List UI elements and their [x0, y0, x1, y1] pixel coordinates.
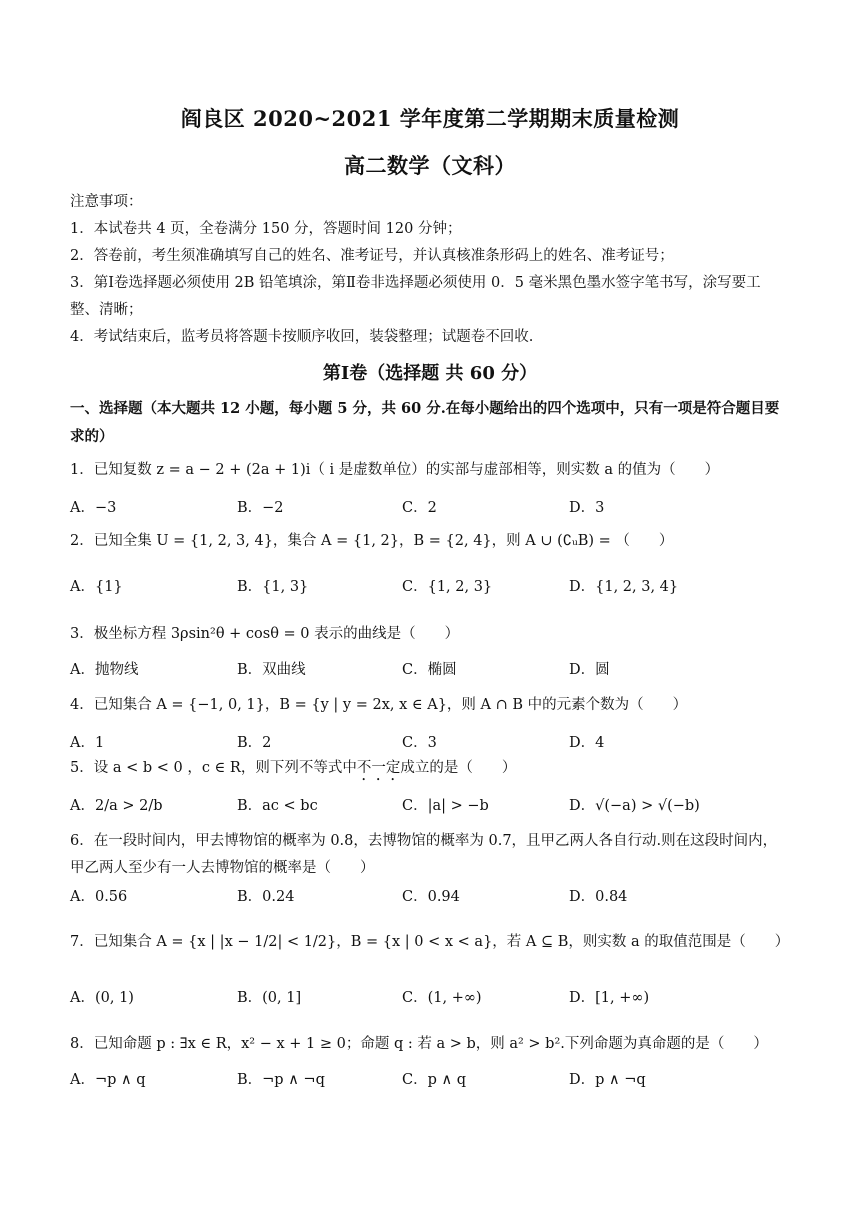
question-4-stem: 4．已知集合 A = {−1, 0, 1}，B = {y | y = 2x, x ∈ A}，则 A ∩ B 中的元素个数为（ ） [70, 697, 688, 713]
note-item-2: 2．答卷前，考生须准确填写自己的姓名、准考证号，并认真核准条形码上的姓名、准考证号； [70, 248, 674, 264]
q4-option-a: A．1 [70, 735, 105, 751]
question-2-stem: 2．已知全集 U = {1, 2, 3, 4}，集合 A = {1, 2}，B = {2, 4}，则 A ∪ (∁ᵤB) = （ ） [70, 533, 674, 549]
question-3-stem: 3．极坐标方程 3ρsin²θ + cosθ = 0 表示的曲线是（ ） [70, 626, 460, 642]
q7-option-b: B．(0, 1] [237, 990, 302, 1006]
question-5-stem [70, 756, 516, 784]
note-item-1: 1．本试卷共 4 页，全卷满分 150 分，答题时间 120 分钟； [70, 221, 462, 237]
q1-option-b: B．−2 [237, 500, 284, 516]
q3-option-b: B．双曲线 [237, 662, 306, 678]
q7-option-c: C．(1, +∞) [402, 990, 482, 1006]
q8-option-a: A．¬p ∧ q [70, 1072, 146, 1088]
question-1-stem: 1．已知复数 z = a − 2 + (2a + 1)i（ i 是虚数单位）的实部与虚部相等，则实数 a 的值为（ ） [70, 462, 720, 478]
question-8-stem: 8．已知命题 p : ∃x ∈ R，x² − x + 1 ≥ 0；命题 q : 若 a > b，则 a² > b².下列命题为真命题的是（ ） [70, 1036, 768, 1052]
section-instruction-cont: 求的） [70, 428, 114, 445]
q6-option-b: B．0.24 [237, 889, 295, 905]
exam-title: 阎良区 2020~2021 学年度第二学期期末质量检测 [180, 106, 680, 131]
q2-option-b: B．{1, 3} [237, 579, 309, 595]
q8-option-d: D．p ∧ ¬q [569, 1072, 646, 1088]
section-instruction: 一、选择题（本大题共 12 小题，每小题 5 分，共 60 分.在每小题给出的四个选项中，只有一项是符合题目要 [70, 400, 780, 417]
q2-option-c: C．{1, 2, 3} [402, 579, 493, 595]
q6-option-c: C．0.94 [402, 889, 460, 905]
q3-option-a: A．抛物线 [70, 662, 139, 678]
q7-option-a: A．(0, 1) [70, 990, 134, 1006]
note-item-3-cont: 整、清晰； [70, 302, 143, 318]
q2-option-a: A．{1} [70, 579, 123, 595]
q7-option-d: D．[1, +∞) [569, 990, 650, 1006]
question-7-stem: 7．已知集合 A = {x | |x − 1/2| < 1/2}，B = {x | 0 < x < a}，若 A ⊆ B，则实数 a 的取值范围是（ ） [70, 934, 790, 950]
q5-option-d: D．√(−a) > √(−b) [569, 798, 700, 814]
notes-heading: 注意事项： [70, 194, 143, 210]
q3-option-d: D．圆 [569, 662, 610, 678]
q1-option-d: D．3 [569, 500, 605, 516]
section-title: 第Ⅰ卷（选择题 共 60 分） [322, 363, 538, 384]
q2-option-d: D．{1, 2, 3, 4} [569, 579, 679, 595]
q6-option-d: D．0.84 [569, 889, 628, 905]
note-item-3: 3．第Ⅰ卷选择题必须使用 2B 铅笔填涂，第Ⅱ卷非选择题必须使用 0．5 毫米黑色墨水签字笔书写，涂写要工 [70, 275, 761, 291]
q4-option-c: C．3 [402, 735, 437, 751]
q4-option-d: D．4 [569, 735, 605, 751]
q5-option-b: B．ac < bc [237, 798, 318, 814]
q8-option-b: B．¬p ∧ ¬q [237, 1072, 325, 1088]
q5-option-a: A．2/a > 2/b [70, 798, 163, 814]
q4-option-b: B．2 [237, 735, 272, 751]
q5-stem-part2: 成立的是（ ） [400, 760, 517, 776]
q5-stem-part1: 5．设 a < b < 0 ，c ∈ R，则下列不等式中 [70, 760, 357, 776]
q5-emphasis: 不一定 [356, 760, 401, 776]
note-item-4: 4．考试结束后，监考员将答题卡按顺序收回，装袋整理；试题卷不回收. [70, 329, 534, 345]
exam-subtitle: 高二数学（文科） [344, 153, 516, 178]
question-6-stem: 6．在一段时间内，甲去博物馆的概率为 0.8，去博物馆的概率为 0.7，且甲乙两人各自行动.则在这段时间内， [70, 833, 778, 849]
q6-option-a: A．0.56 [70, 889, 128, 905]
q1-option-c: C．2 [402, 500, 437, 516]
q3-option-c: C．椭圆 [402, 662, 457, 678]
q8-option-c: C．p ∧ q [402, 1072, 466, 1088]
question-6-stem-cont: 甲乙两人至少有一人去博物馆的概率是（ ） [70, 860, 375, 876]
q5-option-c: C．|a| > −b [402, 798, 489, 814]
q1-option-a: A．−3 [70, 500, 117, 516]
